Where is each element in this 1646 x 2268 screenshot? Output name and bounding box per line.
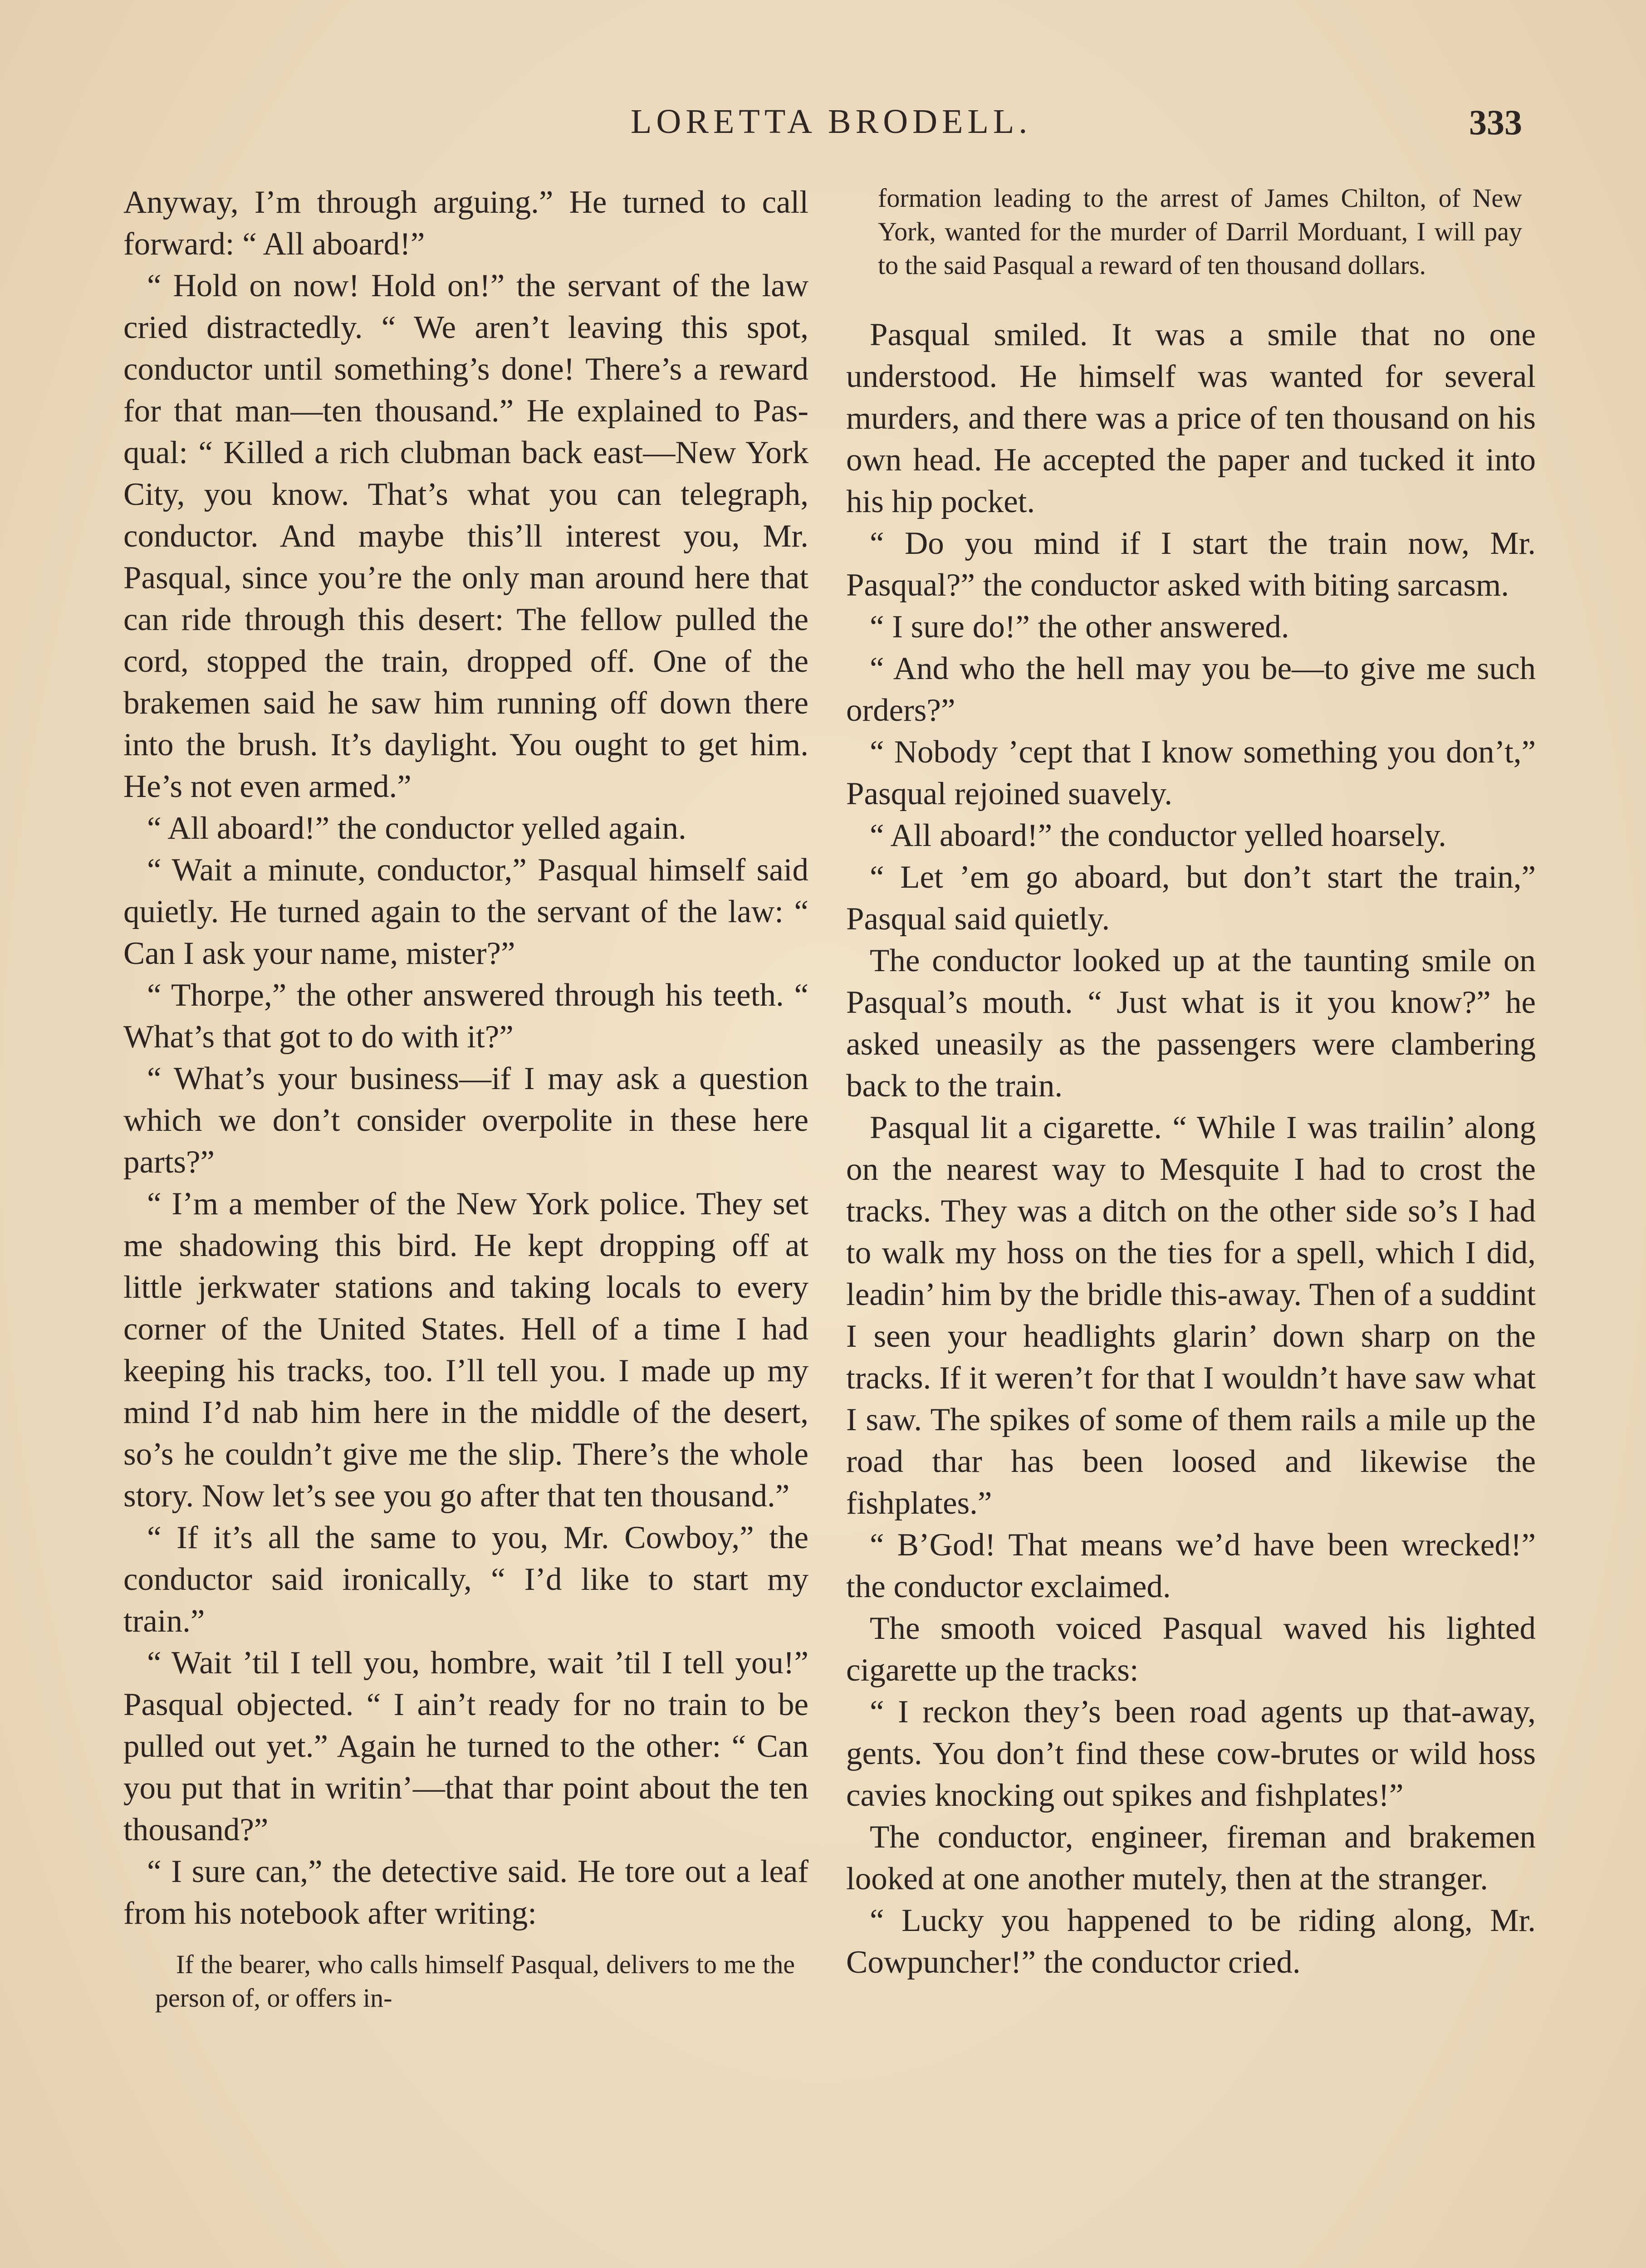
paragraph: “ All aboard!” the conductor yelled hoarsely. <box>870 818 1446 853</box>
paragraph: “ Do you mind if I start the train now, Mr. Pasqual?” the conductor asked with biting sarcasm. <box>846 526 1536 603</box>
paragraph: Pasqual lit a cigarette. “ While I was trailin’ along on the nearest way to Mesquite I had to crost the tracks. They was a ditch on the other side so’s I had to walk my hoss on the ties for a spell, which I did, leadin’ him by the bridle this-away. Then of a suddint I seen your headlights glarin’ down sharp on the tracks. If it weren’t for that I wouldn’t have saw what I saw. The spikes of some of them rails a mile up the road thar has been loosed and likewise the fishplates.” <box>846 1110 1536 1521</box>
left-column <box>123 181 808 2015</box>
paragraph: The smooth voiced Pasqual waved his lighted cigarette up the tracks: <box>846 1611 1536 1688</box>
paragraph: The conductor, engineer, fireman and brakemen looked at one another mutely, then at the stranger. <box>846 1819 1536 1897</box>
note-text-continued: formation leading to the arrest of James Chilton, of New York, wanted for the murder of Darril Morduant, I will pay to the said Pasqual a reward of ten thousand dollars. <box>878 183 1522 280</box>
paragraph: “ If it’s all the same to you, Mr. Cowboy,” the conductor said ironically, “ I’d like to start my train.” <box>123 1520 808 1639</box>
paragraph: Pasqual smiled. It was a smile that no one understood. He himself was wanted for several murders, and there was a price of ten thousand on his own head. He accepted the paper and tucked it into his hip pocket. <box>846 317 1536 519</box>
paragraph: “ And who the hell may you be—to give me such orders?” <box>846 651 1536 728</box>
paragraph: “ All aboard!” the conductor yelled again. <box>147 811 686 846</box>
page-header <box>0 102 1646 147</box>
paragraph: “ Lucky you happened to be riding along, Mr. Cowpuncher!” the conductor cried. <box>846 1903 1536 1980</box>
paragraph: “ B’God! That means we’d have been wrecked!” the conductor exclaimed. <box>846 1527 1536 1604</box>
paragraph: “ Hold on now! Hold on!” the servant of the law cried distractedly. “ We aren’t leaving this spot, conductor until something’s done! There’s a reward for that man—ten thousand.” He explained to Pasqual: “ Killed a rich clubman back east—New York City, you know. That’s what you can telegraph, conductor. And maybe this’ll interest you, Mr. Pasqual, since you’re the only man around here that can ride through this desert: The fellow pulled the cord, stopped the train, dropped off. One of the brakemen said he saw him running off down there into the brush. It’s daylight. You ought to get him. He’s not even armed.” <box>123 268 808 804</box>
paragraph: “ What’s your business—if I may ask a question which we don’t consider overpolite in these here parts?” <box>123 1061 808 1180</box>
paragraph: “ I’m a member of the New York police. They set me shadowing this bird. He kept dropping off at little jerkwater stations and taking locals to every corner of the United States. Hell of a time I had keeping his tracks, too. I’ll tell you. I made up my mind I’d nab him here in the middle of the desert, so’s he couldn’t give me the slip. There’s the whole story. Now let’s see you go after that ten thousand.” <box>123 1186 808 1514</box>
paragraph: “ Let ’em go aboard, but don’t start the train,” Pasqual said quietly. <box>846 860 1536 937</box>
note-text: If the bearer, who calls himself Pasqual, delivers to me the person of, or offers in- <box>155 1950 795 2013</box>
paragraph: “ I sure do!” the other answered. <box>870 609 1289 645</box>
paragraph: “ Wait a minute, conductor,” Pasqual himself said quietly. He turned again to the servant of the law: “ Can I ask your name, mister?” <box>123 852 808 971</box>
running-head: LORETTA BRODELL. <box>631 103 1032 141</box>
paragraph: Anyway, I’m through arguing.” He turned to call forward: “ All aboard!” <box>123 185 808 262</box>
paragraph: “ Nobody ’cept that I know something you don’t,” Pasqual rejoined suavely. <box>846 734 1536 811</box>
paragraph: The conductor looked up at the taunting smile on Pasqual’s mouth. “ Just what is it you know?” he asked uneasily as the passengers were clambering back to the train. <box>846 943 1536 1104</box>
paragraph: “ I reckon they’s been road agents up that-away, gents. You don’t find these cow-brutes or wild hoss cavies knocking out spikes and fishplates!” <box>846 1694 1536 1813</box>
paragraph: “ Wait ’til I tell you, hombre, wait ’til I tell you!” Pasqual objected. “ I ain’t ready for no train to be pulled out yet.” Again he turned to the other: “ Can you put that in writin’—that thar point about the ten thousand?” <box>123 1645 808 1848</box>
right-column <box>846 181 1536 1983</box>
page-number: 333 <box>1469 103 1522 142</box>
paragraph: “ I sure can,” the detective said. He tore out a leaf from his notebook after writing: <box>123 1854 808 1931</box>
paragraph: “ Thorpe,” the other answered through his teeth. “ What’s that got to do with it?” <box>123 978 808 1055</box>
